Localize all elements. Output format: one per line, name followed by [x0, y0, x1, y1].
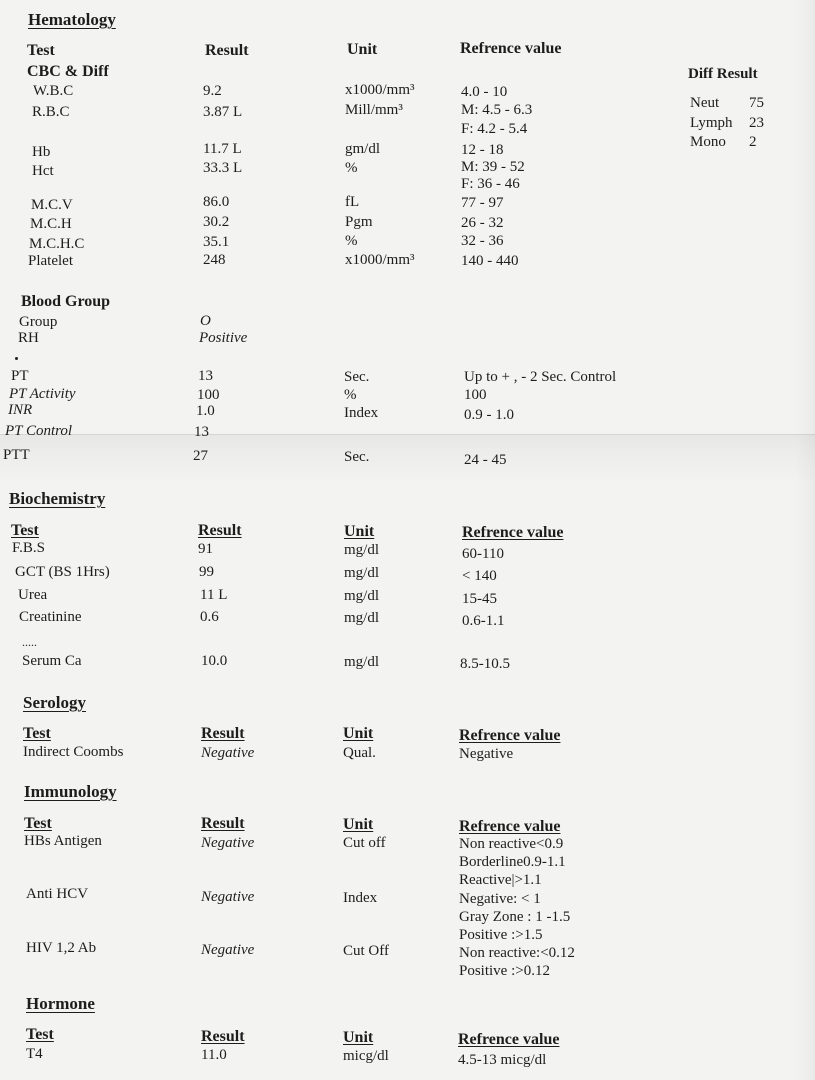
stray-dot: [15, 357, 18, 360]
paper-fold-band: [0, 434, 815, 481]
biochem-gct-ref: < 140: [462, 568, 497, 584]
immuno-hcv-result: Negative: [201, 889, 255, 905]
coag-pt-ref: Up to + , - 2 Sec. Control: [464, 369, 617, 385]
hematology-header-result: Result: [205, 42, 249, 59]
cbc-row-rbc-ref2: F: 4.2 - 5.4: [461, 121, 528, 137]
biochem-serum-ca-result: 10.0: [201, 653, 228, 669]
cbc-row-hct-ref2: F: 36 - 46: [461, 176, 520, 192]
cbc-row-mch-unit: Pgm: [345, 214, 373, 230]
cbc-row-hct-unit: %: [345, 160, 358, 176]
hormone-t4-result: 11.0: [201, 1047, 227, 1063]
coag-ptt-result: 27: [193, 448, 208, 464]
cbc-row-mch-ref: 26 - 32: [461, 215, 504, 231]
diff-mono-value: 2: [749, 134, 757, 150]
cbc-row-platelet-ref: 140 - 440: [461, 253, 519, 269]
biochem-creatinine-test: Creatinine: [19, 609, 82, 625]
biochem-header-ref: Refrence value: [462, 524, 564, 541]
immuno-hbs-ref-line1: Non reactive<0.9: [459, 836, 564, 852]
coag-inr-unit: Index: [344, 405, 379, 421]
biochem-fbs-ref: 60-110: [462, 546, 504, 562]
blood-group-title: Blood Group: [21, 293, 111, 310]
rh-label: RH: [18, 330, 39, 346]
cbc-row-hct-result: 33.3 L: [203, 160, 243, 176]
biochem-serum-ca-unit: mg/dl: [344, 654, 380, 670]
serology-header-result: Result: [201, 725, 245, 742]
immuno-hbs-test: HBs Antigen: [24, 833, 102, 849]
cbc-row-mchc-ref: 32 - 36: [461, 233, 504, 249]
biochem-gct-result: 99: [199, 564, 214, 580]
diff-mono-label: Mono: [690, 134, 726, 150]
biochem-creatinine-unit: mg/dl: [344, 610, 380, 626]
biochem-gct-unit: mg/dl: [344, 565, 380, 581]
coag-pt-result: 13: [198, 368, 213, 384]
biochem-header-result: Result: [198, 522, 242, 539]
hormone-t4-ref: 4.5-13 micg/dl: [458, 1052, 547, 1068]
coag-pt-activity-ref: 100: [464, 387, 487, 403]
immuno-hcv-ref-line2: Gray Zone : 1 -1.5: [459, 909, 571, 925]
hormone-header-unit: Unit: [343, 1029, 374, 1046]
serology-header-test: Test: [23, 725, 51, 742]
immuno-hiv-test: HIV 1,2 Ab: [26, 940, 97, 956]
cbc-row-mchc-result: 35.1: [203, 234, 230, 250]
cbc-row-rbc-unit: Mill/mm³: [345, 102, 403, 118]
cbc-row-mch-result: 30.2: [203, 214, 230, 230]
coag-pt-test: PT: [11, 368, 29, 384]
hormone-header-ref: Refrence value: [458, 1031, 560, 1048]
cbc-row-mchc-test: M.C.H.C: [29, 236, 85, 252]
cbc-row-rbc-result: 3.87 L: [203, 104, 243, 120]
coag-pt-unit: Sec.: [344, 369, 370, 385]
immuno-hbs-result: Negative: [201, 835, 255, 851]
cbc-row-mcv-test: M.C.V: [31, 197, 73, 213]
cbc-row-hct-ref: M: 39 - 52: [461, 159, 525, 175]
immunology-header-test: Test: [24, 815, 52, 832]
cbc-row-mch-test: M.C.H: [30, 216, 72, 232]
biochem-creatinine-result: 0.6: [200, 609, 219, 625]
serology-coombs-unit: Qual.: [343, 745, 376, 761]
biochem-urea-unit: mg/dl: [344, 588, 380, 604]
cbc-row-rbc-ref: M: 4.5 - 6.3: [461, 102, 533, 118]
serology-coombs-result: Negative: [201, 745, 255, 761]
biochem-urea-ref: 15-45: [462, 591, 497, 607]
biochem-serum-ca-test: Serum Ca: [22, 653, 82, 669]
cbc-row-mcv-result: 86.0: [203, 194, 230, 210]
cbc-row-wbc-result: 9.2: [203, 83, 222, 99]
cbc-row-hb-unit: gm/dl: [345, 141, 381, 157]
cbc-row-platelet-unit: x1000/mm³: [345, 252, 415, 268]
cbc-row-wbc-ref: 4.0 - 10: [461, 84, 508, 100]
immuno-hbs-ref-line2: Borderline0.9-1.1: [459, 854, 566, 870]
coag-inr-result: 1.0: [196, 403, 215, 419]
cbc-row-wbc-test: W.B.C: [33, 83, 74, 99]
coag-pt-control-test: PT Control: [5, 423, 73, 439]
biochem-fbs-test: F.B.S: [12, 540, 45, 556]
serology-coombs-ref: Negative: [459, 746, 514, 762]
biochem-creatinine-ref: 0.6-1.1: [462, 613, 505, 629]
hormone-t4-test: T4: [26, 1046, 43, 1062]
immunology-header-ref: Refrence value: [459, 818, 561, 835]
cbc-row-hb-test: Hb: [32, 144, 51, 160]
coag-pt-control-result: 13: [194, 424, 209, 440]
blood-group-value: O: [200, 313, 211, 329]
coag-pt-activity-result: 100: [197, 387, 220, 403]
coag-pt-activity-test: PT Activity: [9, 386, 76, 402]
cbc-row-platelet-result: 248: [203, 252, 226, 268]
cbc-row-rbc-test: R.B.C: [32, 104, 70, 120]
serology-title: Serology: [23, 693, 86, 712]
biochem-urea-result: 11 L: [200, 587, 228, 603]
coag-pt-activity-unit: %: [344, 387, 357, 403]
hormone-title: Hormone: [26, 994, 95, 1013]
immunology-title: Immunology: [24, 782, 117, 801]
coag-ptt-unit: Sec.: [344, 449, 370, 465]
cbc-row-mchc-unit: %: [345, 233, 358, 249]
biochem-fbs-unit: mg/dl: [344, 542, 380, 558]
cbc-row-hct-test: Hct: [32, 163, 54, 179]
immuno-hiv-unit: Cut Off: [343, 943, 389, 959]
biochem-gct-test: GCT (BS 1Hrs): [15, 564, 110, 580]
biochem-ellipsis: .....: [22, 635, 37, 649]
coag-ptt-test: PTT: [3, 447, 30, 463]
serology-coombs-test: Indirect Coombs: [23, 744, 124, 760]
immunology-header-unit: Unit: [343, 816, 374, 833]
hematology-title: Hematology: [28, 10, 116, 29]
immuno-hiv-result: Negative: [201, 942, 255, 958]
hematology-header-ref: Refrence value: [460, 40, 562, 57]
biochem-urea-test: Urea: [18, 587, 48, 603]
biochem-header-test: Test: [11, 522, 39, 539]
cbc-row-platelet-test: Platelet: [28, 253, 73, 269]
diff-lymph-value: 23: [749, 115, 764, 131]
diff-neut-value: 75: [749, 95, 764, 111]
biochem-fbs-result: 91: [198, 541, 213, 557]
hematology-header-test: Test: [27, 42, 55, 59]
diff-lymph-label: Lymph: [690, 115, 733, 131]
blood-group-label: Group: [19, 314, 58, 330]
biochem-header-unit: Unit: [344, 523, 375, 540]
serology-header-unit: Unit: [343, 725, 374, 742]
hormone-t4-unit: micg/dl: [343, 1048, 389, 1064]
immuno-hcv-ref-line1: Negative: < 1: [459, 891, 541, 907]
cbc-row-wbc-unit: x1000/mm³: [345, 82, 415, 98]
biochem-serum-ca-ref: 8.5-10.5: [460, 656, 510, 672]
rh-value: Positive: [199, 330, 248, 346]
hormone-header-result: Result: [201, 1028, 245, 1045]
immuno-hiv-ref-line2: Positive :>0.12: [459, 963, 550, 979]
immuno-hcv-ref-line3: Positive :>1.5: [459, 927, 543, 943]
cbc-row-hb-result: 11.7 L: [203, 141, 242, 157]
cbc-row-mcv-ref: 77 - 97: [461, 195, 504, 211]
diff-title: Diff Result: [688, 66, 758, 82]
hematology-header-unit: Unit: [347, 41, 378, 58]
page-edge-shadow: [795, 0, 815, 1080]
cbc-row-mcv-unit: fL: [345, 194, 360, 210]
coag-ptt-ref: 24 - 45: [464, 452, 507, 468]
coag-inr-ref: 0.9 - 1.0: [464, 407, 514, 423]
immuno-hbs-ref-line3: Reactive|>1.1: [459, 872, 542, 888]
coag-inr-test: INR: [8, 402, 33, 418]
immuno-hiv-ref-line1: Non reactive:<0.12: [459, 945, 575, 961]
cbc-row-hb-ref: 12 - 18: [461, 142, 504, 158]
immunology-header-result: Result: [201, 815, 245, 832]
hormone-header-test: Test: [26, 1026, 54, 1043]
cbc-subheading: CBC & Diff: [27, 63, 109, 80]
diff-neut-label: Neut: [690, 95, 720, 111]
immuno-hcv-test: Anti HCV: [26, 886, 89, 902]
immuno-hbs-unit: Cut off: [343, 835, 386, 851]
immuno-hcv-unit: Index: [343, 890, 378, 906]
biochemistry-title: Biochemistry: [9, 489, 106, 508]
serology-header-ref: Refrence value: [459, 727, 561, 744]
